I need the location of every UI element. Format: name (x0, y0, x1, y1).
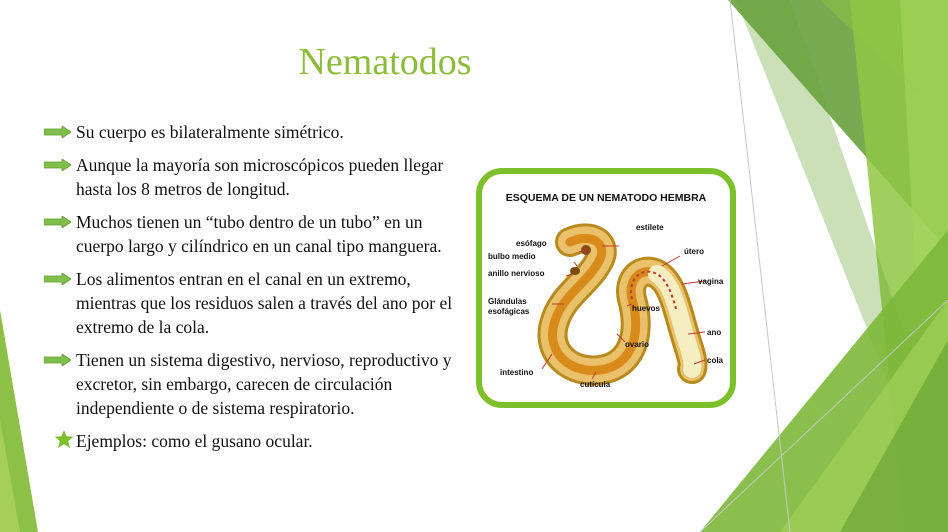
star-icon (54, 429, 74, 449)
label-glandulas: Glándulas (488, 297, 527, 306)
label-huevos: huevos (632, 304, 661, 313)
label-cuticula: cutícula (580, 380, 611, 389)
label-anillo-nervioso: anillo nervioso (488, 269, 545, 278)
bullet-text: Los alimentos entran en el canal en un extremo, mientras que los residuos salen a través del ano por el extremo de la cola. (76, 269, 453, 337)
label-utero: útero (684, 247, 704, 256)
label-vagina: vagina (698, 277, 724, 286)
example-item (44, 429, 454, 453)
bullet-item (44, 153, 454, 201)
bullet-item (44, 120, 454, 144)
example-text: Ejemplos: como el gusano ocular. (76, 431, 313, 451)
bullet-item (44, 348, 454, 420)
right-arrow-icon (44, 216, 71, 228)
right-arrow-icon (44, 273, 71, 285)
diagram-title: ESQUEMA DE UN NEMATODO HEMBRA (505, 192, 707, 204)
bullet-text: Tienen un sistema digestivo, nervioso, reproductivo y excretor, sin embargo, carecen de circulación independiente o de sistema respiratorio. (76, 350, 452, 418)
label-intestino: intestino (500, 368, 534, 377)
bullet-text: Muchos tienen un “tubo dentro de un tubo” en un cuerpo largo y cilíndrico en un canal tipo manguera. (76, 212, 442, 256)
right-arrow-icon (44, 126, 71, 138)
bullet-list (44, 120, 454, 462)
label-cola: cola (707, 356, 724, 365)
bullet-text: Su cuerpo es bilateralmente simétrico. (76, 122, 344, 142)
nematode-diagram (476, 168, 736, 408)
bullet-text: Aunque la mayoría son microscópicos pueden llegar hasta los 8 metros de longitud. (76, 155, 444, 199)
right-arrow-icon (44, 159, 71, 171)
bullet-item (44, 210, 454, 258)
label-esofago: esófago (516, 239, 547, 248)
label-esofagicas: esofágicas (488, 307, 530, 316)
bullet-item (44, 267, 454, 339)
label-estilete: estilete (636, 223, 664, 232)
label-bulbo-medio: bulbo medio (488, 252, 536, 261)
label-ano: ano (707, 328, 722, 337)
slide-title: Nematodos (298, 41, 472, 83)
right-arrow-icon (44, 354, 71, 366)
label-ovario: ovario (625, 340, 650, 349)
